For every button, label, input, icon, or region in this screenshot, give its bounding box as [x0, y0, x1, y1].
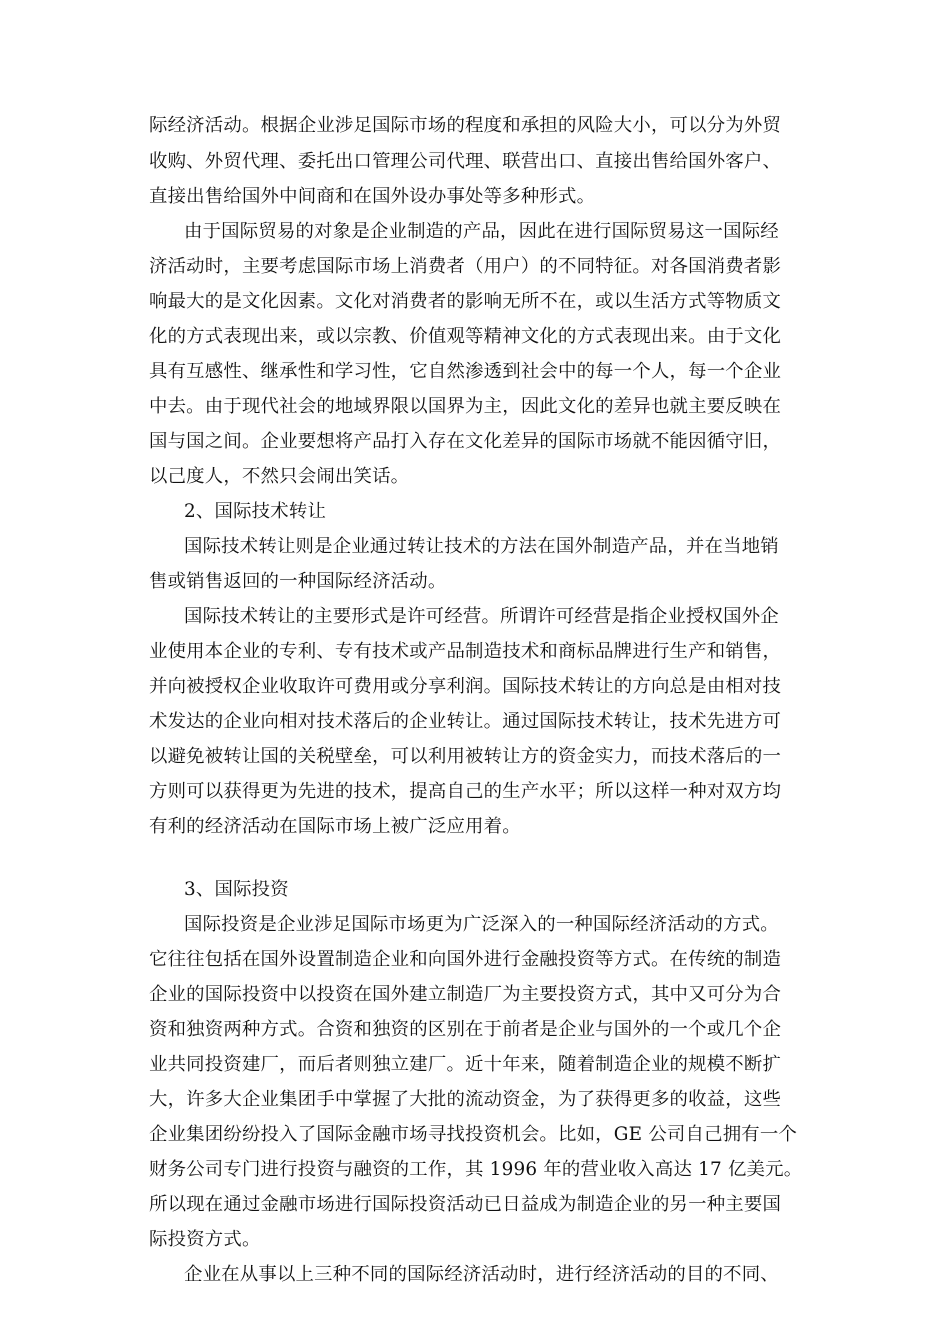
- paragraph-line: 企业的国际投资中以投资在国外建立制造厂为主要投资方式，其中又可分为合: [149, 984, 782, 1005]
- paragraph-line: 直接出售给国外中间商和在国外设办事处等多种形式。: [149, 186, 596, 207]
- paragraph-line: 企业集团纷纷投入了国际金融市场寻找投资机会。比如，GE 公司自己拥有一个: [149, 1124, 798, 1145]
- paragraph-line: 有利的经济活动在国际市场上被广泛应用着。: [149, 816, 521, 837]
- section-heading: 2、国际技术转让: [184, 501, 327, 522]
- paragraph-line: 它往往包括在国外设置制造企业和向国外进行金融投资等方式。在传统的制造: [149, 949, 782, 970]
- paragraph-line: 方则可以获得更为先进的技术，提高自己的生产水平；所以这样一种对双方均: [149, 781, 782, 802]
- section-heading: 3、国际投资: [184, 879, 289, 900]
- paragraph-line: 国际技术转让的主要形式是许可经营。所谓许可经营是指企业授权国外企: [184, 606, 779, 627]
- paragraph-line: 业使用本企业的专利、专有技术或产品制造技术和商标品牌进行生产和销售，: [149, 641, 782, 662]
- paragraph-line: 由于国际贸易的对象是企业制造的产品，因此在进行国际贸易这一国际经: [184, 221, 779, 242]
- paragraph-line: 财务公司专门进行投资与融资的工作，其 1996 年的营业收入高达 17 亿美元。: [149, 1159, 803, 1180]
- paragraph-line: 并向被授权企业收取许可费用或分享利润。国际技术转让的方向总是由相对技: [149, 676, 782, 697]
- paragraph-line: 国际投资是企业涉足国际市场更为广泛深入的一种国际经济活动的方式。: [184, 914, 779, 935]
- paragraph-line: 国际技术转让则是企业通过转让技术的方法在国外制造产品，并在当地销: [184, 536, 779, 557]
- paragraph-line: 化的方式表现出来，或以宗教、价值观等精神文化的方式表现出来。由于文化: [149, 326, 782, 347]
- paragraph-line: 济活动时，主要考虑国际市场上消费者（用户）的不同特征。对各国消费者影: [149, 256, 782, 277]
- paragraph-line: 业共同投资建厂，而后者则独立建厂。近十年来，随着制造企业的规模不断扩: [149, 1054, 782, 1075]
- paragraph-line: 所以现在通过金融市场进行国际投资活动已日益成为制造企业的另一种主要国: [149, 1194, 782, 1215]
- paragraph-line: 术发达的企业向相对技术落后的企业转让。通过国际技术转让，技术先进方可: [149, 711, 782, 732]
- paragraph-line: 以避免被转让国的关税壁垒，可以利用被转让方的资金实力，而技术落后的一: [149, 746, 782, 767]
- paragraph-line: 具有互感性、继承性和学习性，它自然渗透到社会中的每一个人，每一个企业: [149, 361, 782, 382]
- paragraph-line: 国与国之间。企业要想将产品打入存在文化差异的国际市场就不能因循守旧，: [149, 431, 782, 452]
- paragraph-line: 响最大的是文化因素。文化对消费者的影响无所不在，或以生活方式等物质文: [149, 291, 782, 312]
- paragraph-line: 际经济活动。根据企业涉足国际市场的程度和承担的风险大小，可以分为外贸: [149, 115, 782, 136]
- paragraph-line: 以己度人，不然只会闹出笑话。: [149, 466, 410, 487]
- paragraph-line: 企业在从事以上三种不同的国际经济活动时，进行经济活动的目的不同、: [184, 1264, 779, 1285]
- paragraph-line: 际投资方式。: [149, 1229, 261, 1250]
- paragraph-line: 中去。由于现代社会的地域界限以国界为主，因此文化的差异也就主要反映在: [149, 396, 782, 417]
- paragraph-line: 大，许多大企业集团手中掌握了大批的流动资金，为了获得更多的收益，这些: [149, 1089, 782, 1110]
- paragraph-line: 资和独资两种方式。合资和独资的区别在于前者是企业与国外的一个或几个企: [149, 1019, 782, 1040]
- paragraph-line: 售或销售返回的一种国际经济活动。: [149, 571, 447, 592]
- paragraph-line: 收购、外贸代理、委托出口管理公司代理、联营出口、直接出售给国外客户、: [149, 151, 782, 172]
